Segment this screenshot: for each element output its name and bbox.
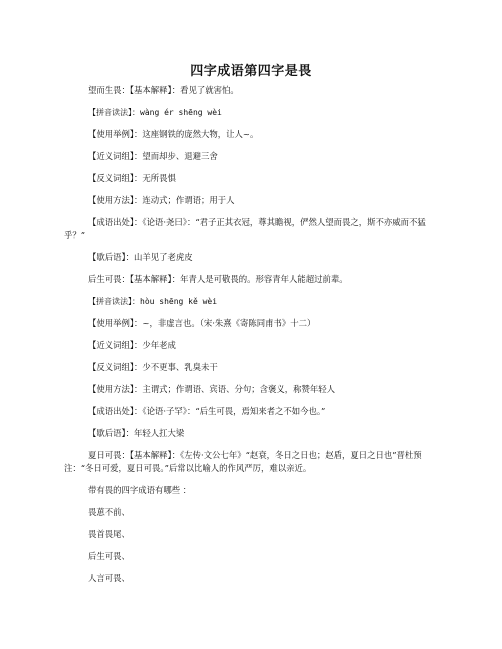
paragraph-idiom-xia-ri-ke-wei: 夏日可畏：【基本解释】：《左传·文公七年》“赵衰，冬日之日也；赵盾，夏日之日也”晋杜预注：“冬日可爱，夏日可畏。”后常以比喻人的作风严厉，难以亲近。	[64, 450, 422, 473]
paragraph-pinyin: 【拼音读法】：hòu shēng kě wèi	[88, 297, 218, 306]
paragraph-source: 【成语出处】：《论语·尧曰》：“君子正其衣冠，尊其瞻视，俨然人望而畏之，斯不亦威而不猛乎？”	[64, 217, 426, 240]
paragraph-antonyms: 【反义词组】：少不更事、乳臭未干	[88, 362, 218, 372]
paragraph-idiom-wang-er-sheng-wei: 望而生畏：【基本解释】：看见了就害怕。	[88, 85, 239, 95]
paragraph-idiom-hou-sheng-ke-wei: 后生可畏：【基本解释】：年青人是可敬畏的。形容青年人能超过前辈。	[88, 274, 348, 284]
paragraph-pinyin: 【拼音读法】：wàng ér shēng wèi	[88, 108, 222, 117]
paragraph-usage-example: 【使用举例】：这座钢铁的庞然大物，让人~。	[88, 129, 259, 139]
paragraph-synonyms: 【近义词组】：少年老成	[88, 340, 176, 350]
list-item: 畏首畏尾、	[88, 529, 130, 539]
list-item: 后生可畏、	[88, 551, 130, 561]
list-item: 畏葸不前、	[88, 507, 130, 517]
paragraph-usage-example: 【使用举例】：~，非虚言也。（宋·朱熹《寄陈同甫书》十二）	[88, 318, 316, 328]
paragraph-list-heading: 带有畏的四字成语有哪些 ：	[88, 485, 192, 495]
paragraph-xiehouyu: 【歇后语】：年轻人扛大梁	[88, 428, 185, 438]
paragraph-usage-method: 【使用方法】：主谓式；作谓语、宾语、分句；含褒义，称赞年轻人	[88, 384, 336, 394]
list-item: 人言可畏、	[88, 573, 130, 583]
document-body	[64, 84, 444, 594]
paragraph-xiehouyu: 【歇后语】：山羊见了老虎皮	[88, 252, 193, 262]
paragraph-synonyms: 【近义词组】：望而却步、退避三舍	[88, 151, 218, 161]
page-title: 四字成语第四字是畏	[190, 64, 312, 79]
paragraph-antonyms: 【反义词组】：无所畏惧	[88, 173, 176, 183]
paragraph-source: 【成语出处】：《论语·子罕》：“后生可畏，焉知来者之不如今也。”	[88, 406, 326, 416]
paragraph-usage-method: 【使用方法】：连动式；作谓语；用于人	[88, 195, 235, 205]
